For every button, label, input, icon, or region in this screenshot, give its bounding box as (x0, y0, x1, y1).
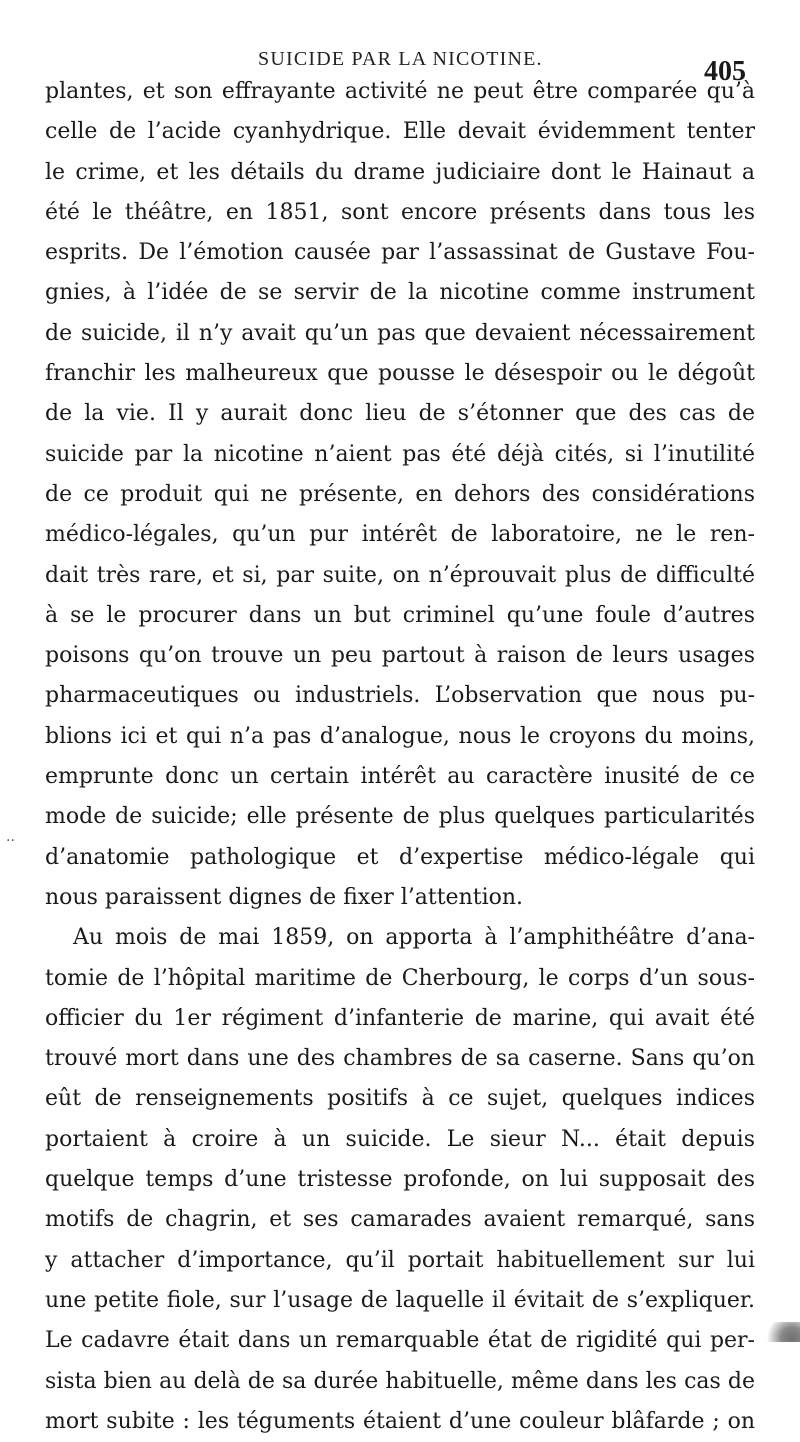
running-head: SUICIDE PAR LA NICOTINE. (258, 48, 543, 70)
text-line-26: eût de renseignements positifs à ce sujet, quelques indices (45, 1086, 755, 1112)
text-line-11: de ce produit qui ne présente, en dehors des considérations (45, 481, 755, 507)
text-line-14: à se le procurer dans un but criminel qu’une foule d’autres (45, 602, 755, 628)
text-line-7: de suicide, il n’y avait qu’un pas que devaient nécessairement (45, 320, 755, 346)
text-line-23: tomie de l’hôpital maritime de Cherbourg, le corps d’un sous- (45, 965, 755, 991)
text-line-1: plantes, et son effrayante activité ne peut être comparée qu’à (45, 79, 755, 104)
text-line-31: une petite fiole, sur l’usage de laquelle il évitait de s’expliquer. (45, 1287, 755, 1313)
text-line-25: trouvé mort dans une des chambres de sa caserne. Sans qu’on (45, 1046, 755, 1072)
text-line-9: de la vie. Il y aurait donc lieu de s’étonner que des cas de (45, 401, 755, 427)
text-line-12: médico-légales, qu’un pur intérêt de laboratoire, ne le ren- (45, 522, 755, 548)
body-text (45, 72, 755, 1442)
text-line-19: mode de suicide; elle présente de plus quelques particularités (45, 804, 755, 830)
text-line-29: motifs de chagrin, et ses camarades avaient remarqué, sans (45, 1207, 755, 1233)
text-line-18: emprunte donc un certain intérêt au caractère inusité de ce (45, 764, 755, 790)
text-line-5: esprits. De l’émotion causée par l’assassinat de Gustave Fou- (45, 240, 755, 266)
text-line-20: d’anatomie pathologique et d’expertise médico-légale qui (45, 844, 755, 870)
text-line-6: gnies, à l’idée de se servir de la nicotine comme instrument (45, 280, 755, 306)
text-line-8: franchir les malheureux que pousse le désespoir ou le dégoût (45, 361, 755, 387)
text-line-15: poisons qu’on trouve un peu partout à raison de leurs usages (45, 643, 755, 669)
margin-mark: ·​· (6, 833, 15, 849)
text-line-33: sista bien au delà de sa durée habituelle, même dans les cas de (45, 1368, 755, 1394)
text-line-32: Le cadavre était dans un remarquable état de rigidité qui per- (45, 1328, 755, 1354)
corner-stain (760, 1322, 800, 1342)
text-line-34: mort subite : les téguments étaient d’une couleur blâfarde ; on (45, 1408, 755, 1434)
text-line-16: pharmaceutiques ou industriels. L’observation que nous pu- (45, 683, 755, 709)
text-line-17: blions ici et qui n’a pas d’analogue, nous le croyons du moins, (45, 723, 755, 749)
text-line-30: y attacher d’importance, qu’il portait habituellement sur lui (45, 1247, 755, 1273)
text-line-28: quelque temps d’une tristesse profonde, on lui supposait des (45, 1167, 755, 1193)
text-line-24: officier du 1er régiment d’infanterie de marine, qui avait été (45, 1005, 755, 1031)
text-line-3: le crime, et les détails du drame judiciaire dont le Hainaut a (45, 159, 755, 185)
page-number: 405 (704, 56, 746, 87)
text-line-22: Au mois de mai 1859, on apporta à l’amphithéâtre d’ana- (73, 925, 755, 951)
text-line-13: dait très rare, et si, par suite, on n’éprouvait plus de difficulté (45, 562, 755, 588)
text-line-10: suicide par la nicotine n’aient pas été déjà cités, si l’inutilité (45, 441, 755, 467)
text-line-4: été le théâtre, en 1851, sont encore présents dans tous les (45, 199, 755, 225)
text-line-27: portaient à croire à un suicide. Le sieur N... était depuis (45, 1126, 755, 1152)
text-line-2: celle de l’acide cyanhydrique. Elle devait évidemment tenter (45, 119, 755, 145)
text-line-21: nous paraissent dignes de fixer l’attention. (45, 884, 524, 910)
